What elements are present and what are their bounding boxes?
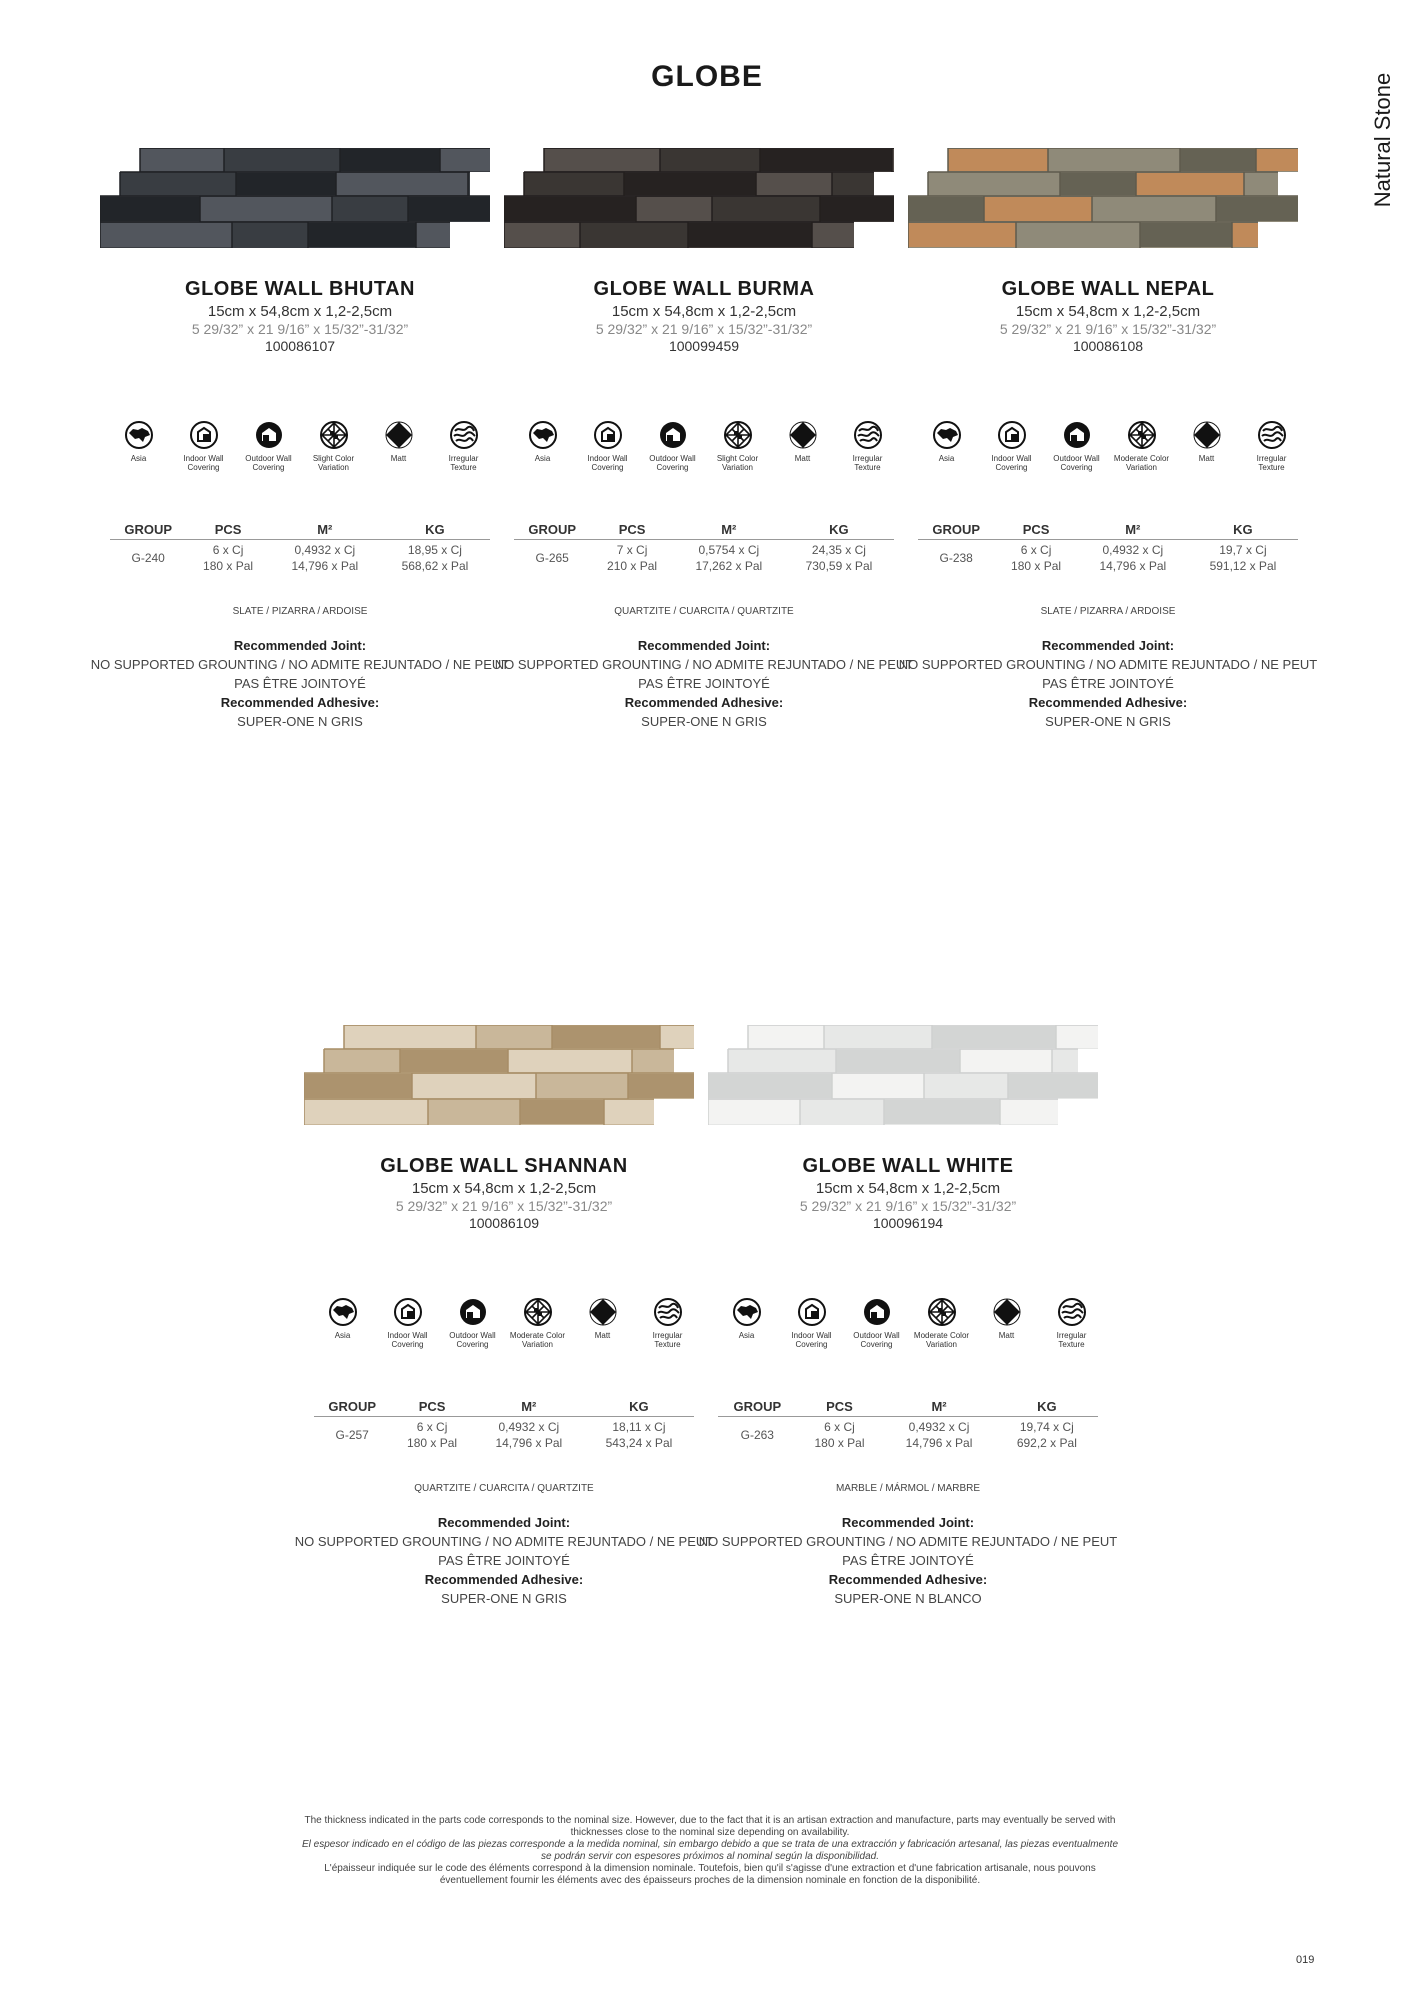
feature-item <box>914 1297 970 1349</box>
material: QUARTZITE / CUARCITA / QUARTZITE <box>414 1483 594 1494</box>
feature-label: Indoor Wall Covering <box>587 454 628 472</box>
header-pcs: PCS <box>590 522 673 540</box>
header-pcs: PCS <box>994 522 1077 540</box>
feature-item <box>784 1297 840 1349</box>
irregular-texture-icon <box>449 420 479 450</box>
header-group: GROUP <box>110 522 186 540</box>
feature-item <box>315 1297 371 1349</box>
feature-item <box>1044 1297 1100 1349</box>
outdoor-wall-icon <box>862 1297 892 1327</box>
feature-label: Matt <box>998 1331 1015 1340</box>
indoor-wall-icon <box>797 1297 827 1327</box>
feature-item <box>710 420 766 472</box>
footer-note-fr: L'épaisseur indiquée sur le code des éléments correspond à la dimension nominale. Toutefois, bien qu'il s'agisse d'une extraction et d'une fabrication artisanale, nous pouvons éventuellement fournir les éléments avec des épaisseurs proches de la dimension nominale en fonction de la disponibilité. <box>324 1863 1096 1886</box>
product-info <box>504 278 904 354</box>
product-code: 100099459 <box>668 338 740 354</box>
m2-box: 0,4932 x Cj <box>498 1420 560 1434</box>
spec-table <box>718 1399 1098 1452</box>
m2-box: 0,4932 x Cj <box>294 543 356 557</box>
feature-item <box>1244 420 1300 472</box>
kg-pallet: 543,24 x Pal <box>605 1436 673 1450</box>
indoor-wall-icon <box>997 420 1027 450</box>
pcs-pallet: 180 x Pal <box>1011 559 1062 573</box>
feature-label: Asia <box>534 454 551 463</box>
joint-label: Recommended Joint: <box>437 1515 571 1530</box>
feature-item <box>241 420 297 472</box>
outdoor-wall-icon <box>458 1297 488 1327</box>
feature-label: Outdoor Wall Covering <box>649 454 696 472</box>
header-m2: M² <box>270 522 380 540</box>
footer-note-es: El espesor indicado en el código de las piezas corresponde a la medida nominal, sin embargo debido a que se trata de una extracción y fabricación artesanal, las piezas eventualmente se podrán servir con espesores próximos al nominal según la disponibilidad. <box>301 1839 1119 1862</box>
feature-item <box>515 420 571 472</box>
header-kg: KG <box>1188 522 1298 540</box>
feature-label: Moderate Color Variation <box>509 1331 566 1349</box>
pcs-pallet: 210 x Pal <box>607 559 658 573</box>
product-size-in: 5 29/32” x 21 9/16” x 15/32”-31/32” <box>191 321 409 337</box>
feature-item <box>445 1297 501 1349</box>
material: SLATE / PIZARRA / ARDOISE <box>232 606 368 617</box>
group-value: G-240 <box>131 551 165 565</box>
m2-pallet: 14,796 x Pal <box>495 1436 563 1450</box>
product-name: GLOBE WALL NEPAL <box>1001 278 1215 300</box>
product-size-cm: 15cm x 54,8cm x 1,2-2,5cm <box>207 303 393 320</box>
feature-item <box>645 420 701 472</box>
feature-label: Irregular Texture <box>852 454 883 472</box>
color-variation-icon <box>523 1297 553 1327</box>
feature-label: Irregular Texture <box>1056 1331 1087 1349</box>
feature-label: Asia <box>334 1331 351 1340</box>
material: QUARTZITE / CUARCITA / QUARTZITE <box>614 606 794 617</box>
feature-label: Asia <box>738 1331 755 1340</box>
adhesive-label: Recommended Adhesive: <box>424 1572 584 1587</box>
feature-label: Indoor Wall Covering <box>183 454 224 472</box>
header-group: GROUP <box>314 1399 390 1417</box>
feature-item <box>111 420 167 472</box>
matt-icon <box>788 420 818 450</box>
section-label: Natural Stone <box>1370 72 1395 208</box>
kg-box: 18,11 x Cj <box>612 1420 666 1434</box>
feature-label: Moderate Color Variation <box>1113 454 1170 472</box>
asia-icon <box>732 1297 762 1327</box>
color-variation-icon <box>319 420 349 450</box>
spec-table <box>110 522 490 575</box>
feature-item <box>380 1297 436 1349</box>
footer-note-en: The thickness indicated in the parts code corresponds to the nominal size. However, due to the fact that it is an artisan extraction and manufacture, parts may eventually be served with thicknesses close to the nominal size depending on availability. <box>304 1815 1116 1838</box>
product-size-cm: 15cm x 54,8cm x 1,2-2,5cm <box>611 303 797 320</box>
spec-table <box>314 1399 694 1452</box>
product-code: 100086109 <box>468 1215 540 1231</box>
color-variation-icon <box>723 420 753 450</box>
kg-box: 24,35 x Cj <box>811 543 866 557</box>
stone-image <box>708 1025 1098 1125</box>
group-value: G-265 <box>535 551 569 565</box>
product-size-cm: 15cm x 54,8cm x 1,2-2,5cm <box>1015 303 1201 320</box>
feature-item <box>176 420 232 472</box>
m2-box: 0,5754 x Cj <box>698 543 760 557</box>
joint-label: Recommended Joint: <box>1041 638 1175 653</box>
feature-label: Irregular Texture <box>652 1331 683 1349</box>
outdoor-wall-icon <box>254 420 284 450</box>
pcs-pallet: 180 x Pal <box>814 1436 865 1450</box>
asia-icon <box>932 420 962 450</box>
feature-label: Matt <box>1198 454 1215 463</box>
product-name: GLOBE WALL BURMA <box>593 278 815 300</box>
group-value: G-238 <box>939 551 973 565</box>
asia-icon <box>528 420 558 450</box>
irregular-texture-icon <box>1257 420 1287 450</box>
irregular-texture-icon <box>1057 1297 1087 1327</box>
kg-pallet: 730,59 x Pal <box>805 559 873 573</box>
matt-icon <box>992 1297 1022 1327</box>
adhesive-label: Recommended Adhesive: <box>220 695 380 710</box>
feature-item <box>510 1297 566 1349</box>
feature-item <box>1114 420 1170 472</box>
feature-item <box>1179 420 1235 472</box>
kg-pallet: 568,62 x Pal <box>401 559 469 573</box>
product-size-in: 5 29/32” x 21 9/16” x 15/32”-31/32” <box>999 321 1217 337</box>
product-info <box>908 278 1308 354</box>
m2-pallet: 14,796 x Pal <box>1099 559 1167 573</box>
pcs-box: 6 x Cj <box>212 543 244 557</box>
header-kg: KG <box>996 1399 1098 1417</box>
spec-table <box>514 522 894 575</box>
feature-item <box>775 420 831 472</box>
matt-icon <box>384 420 414 450</box>
feature-label: Irregular Texture <box>448 454 479 472</box>
kg-pallet: 692,2 x Pal <box>1016 1436 1077 1450</box>
pcs-pallet: 180 x Pal <box>407 1436 458 1450</box>
feature-item <box>436 420 492 472</box>
product-size-in: 5 29/32” x 21 9/16” x 15/32”-31/32” <box>595 321 813 337</box>
asia-icon <box>328 1297 358 1327</box>
header-group: GROUP <box>514 522 590 540</box>
feature-icons <box>310 1297 700 1349</box>
adhesive-label: Recommended Adhesive: <box>1028 695 1188 710</box>
footer-note <box>300 1815 1120 1887</box>
m2-pallet: 17,262 x Pal <box>695 559 763 573</box>
product-size-cm: 15cm x 54,8cm x 1,2-2,5cm <box>815 1180 1001 1197</box>
color-variation-icon <box>927 1297 957 1327</box>
feature-label: Asia <box>130 454 147 463</box>
feature-item <box>849 1297 905 1349</box>
joint-value: NO SUPPORTED GROUNTING / NO ADMITE REJUNTADO / NE PEUT PAS ÊTRE JOINTOYÉ <box>90 657 510 691</box>
product-info <box>304 1155 704 1231</box>
feature-label: Matt <box>390 454 407 463</box>
product-name: GLOBE WALL BHUTAN <box>185 278 415 300</box>
feature-item <box>719 1297 775 1349</box>
adhesive-label: Recommended Adhesive: <box>828 1572 988 1587</box>
outdoor-wall-icon <box>1062 420 1092 450</box>
adhesive-label: Recommended Adhesive: <box>624 695 784 710</box>
indoor-wall-icon <box>593 420 623 450</box>
feature-label: Indoor Wall Covering <box>991 454 1032 472</box>
feature-label: Slight Color Variation <box>716 454 759 472</box>
feature-label: Irregular Texture <box>1256 454 1287 472</box>
header-kg: KG <box>380 522 490 540</box>
adhesive-value: SUPER-ONE N GRIS <box>641 714 767 729</box>
m2-box: 0,4932 x Cj <box>1102 543 1164 557</box>
adhesive-value: SUPER-ONE N GRIS <box>441 1591 567 1606</box>
installation-notes <box>898 636 1318 731</box>
kg-box: 19,7 x Cj <box>1219 543 1267 557</box>
joint-value: NO SUPPORTED GROUNTING / NO ADMITE REJUNTADO / NE PEUT PAS ÊTRE JOINTOYÉ <box>698 1534 1118 1568</box>
product-size-in: 5 29/32” x 21 9/16” x 15/32”-31/32” <box>395 1198 613 1214</box>
header-kg: KG <box>784 522 894 540</box>
material: SLATE / PIZARRA / ARDOISE <box>1040 606 1176 617</box>
feature-label: Matt <box>794 454 811 463</box>
joint-label: Recommended Joint: <box>637 638 771 653</box>
product-code: 100086107 <box>264 338 336 354</box>
pcs-box: 6 x Cj <box>824 1420 855 1434</box>
matt-icon <box>1192 420 1222 450</box>
asia-icon <box>124 420 154 450</box>
stone-image <box>504 148 894 248</box>
header-m2: M² <box>882 1399 995 1417</box>
product-code: 100086108 <box>1072 338 1144 354</box>
kg-box: 18,95 x Cj <box>407 543 462 557</box>
pcs-pallet: 180 x Pal <box>203 559 254 573</box>
product-info <box>100 278 500 354</box>
feature-label: Matt <box>594 1331 611 1340</box>
irregular-texture-icon <box>853 420 883 450</box>
joint-value: NO SUPPORTED GROUNTING / NO ADMITE REJUNTADO / NE PEUT PAS ÊTRE JOINTOYÉ <box>494 657 914 691</box>
feature-label: Outdoor Wall Covering <box>1053 454 1100 472</box>
product-code: 100096194 <box>872 1215 944 1231</box>
kg-pallet: 591,12 x Pal <box>1209 559 1277 573</box>
adhesive-value: SUPER-ONE N GRIS <box>1045 714 1171 729</box>
adhesive-value: SUPER-ONE N GRIS <box>237 714 363 729</box>
feature-label: Asia <box>938 454 955 463</box>
section-tab <box>1368 60 1398 220</box>
irregular-texture-icon <box>653 1297 683 1327</box>
header-m2: M² <box>474 1399 584 1417</box>
kg-box: 19,74 x Cj <box>1019 1420 1074 1434</box>
header-m2: M² <box>1078 522 1188 540</box>
stone-image <box>304 1025 694 1125</box>
page-title: GLOBE <box>651 60 763 93</box>
adhesive-value: SUPER-ONE N BLANCO <box>834 1591 982 1606</box>
product-size-in: 5 29/32” x 21 9/16” x 15/32”-31/32” <box>799 1198 1017 1214</box>
color-variation-icon <box>1127 420 1157 450</box>
m2-pallet: 14,796 x Pal <box>291 559 359 573</box>
feature-item <box>919 420 975 472</box>
feature-item <box>984 420 1040 472</box>
product-info <box>708 1155 1108 1231</box>
feature-icons <box>714 1297 1104 1349</box>
feature-item <box>306 420 362 472</box>
header-pcs: PCS <box>186 522 269 540</box>
page-number: 019 <box>1296 1954 1315 1966</box>
feature-item <box>575 1297 631 1349</box>
feature-label: Slight Color Variation <box>312 454 355 472</box>
installation-notes <box>698 1513 1118 1608</box>
group-value: G-263 <box>740 1428 774 1442</box>
header-pcs: PCS <box>797 1399 883 1417</box>
feature-item <box>979 1297 1035 1349</box>
product-name: GLOBE WALL WHITE <box>802 1155 1014 1177</box>
material: MARBLE / MÁRMOL / MARBRE <box>835 1483 981 1494</box>
feature-icons <box>510 420 900 472</box>
joint-value: NO SUPPORTED GROUNTING / NO ADMITE REJUNTADO / NE PEUT PAS ÊTRE JOINTOYÉ <box>294 1534 714 1568</box>
feature-icons <box>914 420 1304 472</box>
product-size-cm: 15cm x 54,8cm x 1,2-2,5cm <box>411 1180 597 1197</box>
m2-pallet: 14,796 x Pal <box>905 1436 973 1450</box>
feature-label: Moderate Color Variation <box>913 1331 970 1349</box>
header-group: GROUP <box>718 1399 797 1417</box>
m2-box: 0,4932 x Cj <box>908 1420 970 1434</box>
installation-notes <box>90 636 510 731</box>
feature-item <box>840 420 896 472</box>
header-group: GROUP <box>918 522 994 540</box>
feature-item <box>580 420 636 472</box>
indoor-wall-icon <box>189 420 219 450</box>
header-m2: M² <box>674 522 784 540</box>
feature-item <box>371 420 427 472</box>
group-value: G-257 <box>335 1428 369 1442</box>
feature-label: Outdoor Wall Covering <box>853 1331 900 1349</box>
pcs-box: 6 x Cj <box>1020 543 1052 557</box>
stone-image <box>100 148 490 248</box>
joint-label: Recommended Joint: <box>841 1515 975 1530</box>
feature-label: Indoor Wall Covering <box>791 1331 832 1349</box>
feature-item <box>640 1297 696 1349</box>
matt-icon <box>588 1297 618 1327</box>
header-pcs: PCS <box>390 1399 473 1417</box>
installation-notes <box>494 636 914 731</box>
feature-item <box>1049 420 1105 472</box>
feature-label: Outdoor Wall Covering <box>449 1331 496 1349</box>
joint-value: NO SUPPORTED GROUNTING / NO ADMITE REJUNTADO / NE PEUT PAS ÊTRE JOINTOYÉ <box>898 657 1318 691</box>
pcs-box: 7 x Cj <box>616 543 648 557</box>
joint-label: Recommended Joint: <box>233 638 367 653</box>
product-name: GLOBE WALL SHANNAN <box>380 1155 628 1177</box>
installation-notes <box>294 1513 714 1608</box>
feature-label: Outdoor Wall Covering <box>245 454 292 472</box>
spec-table <box>918 522 1298 575</box>
header-kg: KG <box>584 1399 694 1417</box>
feature-label: Indoor Wall Covering <box>387 1331 428 1349</box>
feature-icons <box>106 420 496 472</box>
stone-image <box>908 148 1298 248</box>
outdoor-wall-icon <box>658 420 688 450</box>
pcs-box: 6 x Cj <box>416 1420 448 1434</box>
indoor-wall-icon <box>393 1297 423 1327</box>
